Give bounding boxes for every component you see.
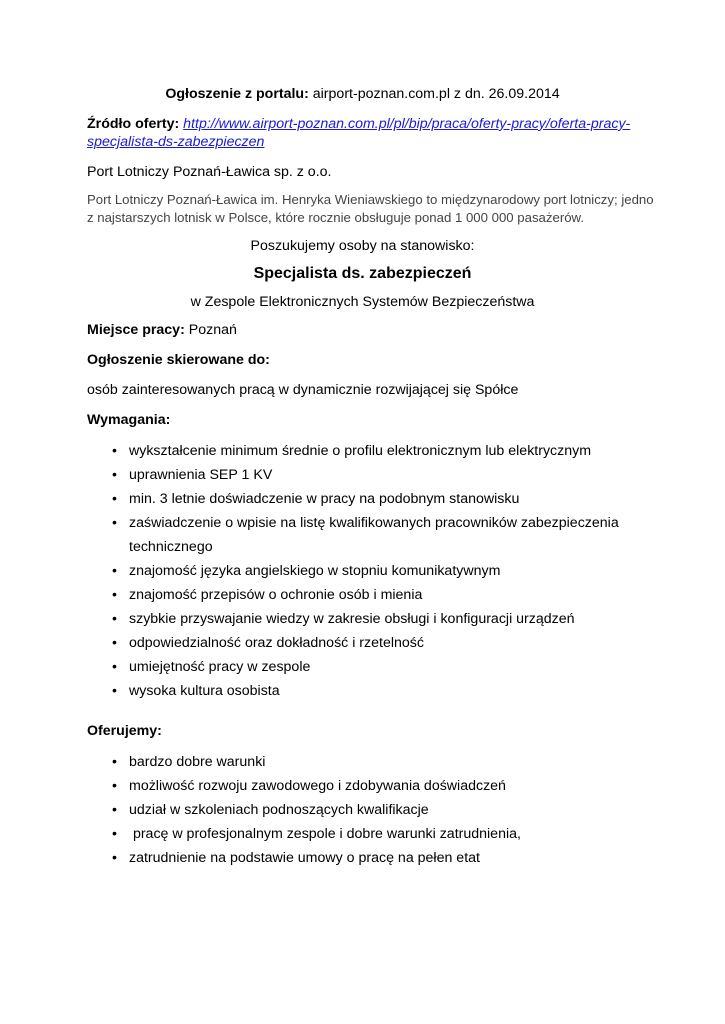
bullet-icon: • — [112, 611, 117, 627]
position-title: Specjalista ds. zabezpieczeń — [253, 265, 472, 282]
bullet-icon: • — [112, 467, 117, 483]
audience-label: Ogłoszenie skierowane do: — [87, 352, 270, 368]
source-link-part1[interactable]: http://www.airport-poznan.com.pl/pl/bip/praca/oferty-pracy/oferta-pracy- — [183, 116, 631, 132]
location-line — [87, 320, 237, 340]
bullet-icon: • — [112, 587, 117, 603]
portal-label: Ogłoszenie z portalu: — [165, 86, 309, 102]
offer-label: Oferujemy: — [87, 723, 162, 739]
bullet-icon: • — [112, 491, 117, 507]
audience-value: osób zainteresowanych pracą w dynamicznie rozwijającej się Spółce — [87, 382, 519, 398]
source-link-part2[interactable]: specjalista-ds-zabezpieczen — [87, 134, 265, 150]
portal-line — [0, 84, 725, 104]
bullet-icon: • — [112, 754, 117, 770]
location-label: Miejsce pracy: — [87, 322, 185, 338]
bullet-icon: • — [112, 826, 117, 842]
document-page: Ogłoszenie z portalu: airport-poznan.com.pl z dn. 26.09.2014 Źródło oferty: http://www.airport-poznan.com.pl/pl/bip/praca/oferty-pracy/oferta-pracy- specjalista-ds-zabezpieczen Port Lotniczy Poznań-Ławica sp. z o.o. Port Lotniczy Poznań-Ławica im. Henryka Wieniawskiego to międzynarodowy port lotniczy; jedno z najstarszych lotnisk w Polsce, które rocznie obsługuje ponad 1 000 000 pasażerów. Poszukujemy osoby na stanowisko: Specjalista ds. zabezpieczeń w Zespole Elektronicznych Systemów Bezpieczeństwa Miejsce pracy: Poznań Ogłoszenie skierowane do: osób zainteresowanych pracą w dynamicznie rozwijającej się Spółce Wymagania: • wykształcenie minimum średnie o profilu elektronicznym lub elektrycznym • uprawnienia SEP 1 KV • min. 3 letnie doświadczenie w pracy na podobnym stanowisku • zaświadczenie o wpisie na listę kwalifikowanych pracowników zabezpieczenia technicznego • znajomość języka angielskiego w stopniu komunikatywnym • znajomość przepisów o ochronie osób i mienia • szybkie przyswajanie wiedzy w zakresie obsługi i konfiguracji urządzeń • odpowiedzialność oraz dokładność i rzetelność • umiejętność pracy w zespole • wysoka kultura osobista Oferujemy: • bardzo dobre warunki • możliwość rozwoju zawodowego i zdobywania doświadczeń • udział w szkoleniach podnoszących kwalifikacje • pracę w profesjonalnym zespole i dobre warunki zatrudnienia, • zatrudnienie na podstawie umowy o pracę na pełen etat — [0, 0, 725, 1024]
source-line — [87, 114, 630, 134]
source-label: Źródło oferty: — [87, 116, 180, 132]
bullet-icon: • — [112, 683, 117, 699]
source-line-2 — [87, 132, 264, 152]
bullet-icon: • — [112, 515, 117, 531]
portal-value: airport-poznan.com.pl z dn. 26.09.2014 — [312, 86, 560, 102]
company-desc-line1: Port Lotniczy Poznań-Ławica im. Henryka Wieniawskiego to międzynarodowy port lotniczy; jedno — [87, 192, 654, 207]
bullet-icon: • — [112, 659, 117, 675]
company-desc-line2: z najstarszych lotnisk w Polsce, które rocznie obsługuje ponad 1 000 000 pasażerów. — [87, 210, 585, 225]
bullet-icon: • — [112, 802, 117, 818]
location-value: Poznań — [188, 322, 237, 338]
bullet-icon: • — [112, 778, 117, 794]
position-intro: Poszukujemy osoby na stanowisko: — [250, 238, 475, 254]
bullet-icon: • — [112, 443, 117, 459]
bullet-icon: • — [112, 850, 117, 866]
bullet-icon: • — [112, 635, 117, 651]
position-department: w Zespole Elektronicznych Systemów Bezpieczeństwa — [190, 294, 535, 310]
company-name: Port Lotniczy Poznań-Ławica sp. z o.o. — [87, 164, 332, 180]
bullet-icon: • — [112, 563, 117, 579]
requirements-label: Wymagania: — [87, 412, 171, 428]
